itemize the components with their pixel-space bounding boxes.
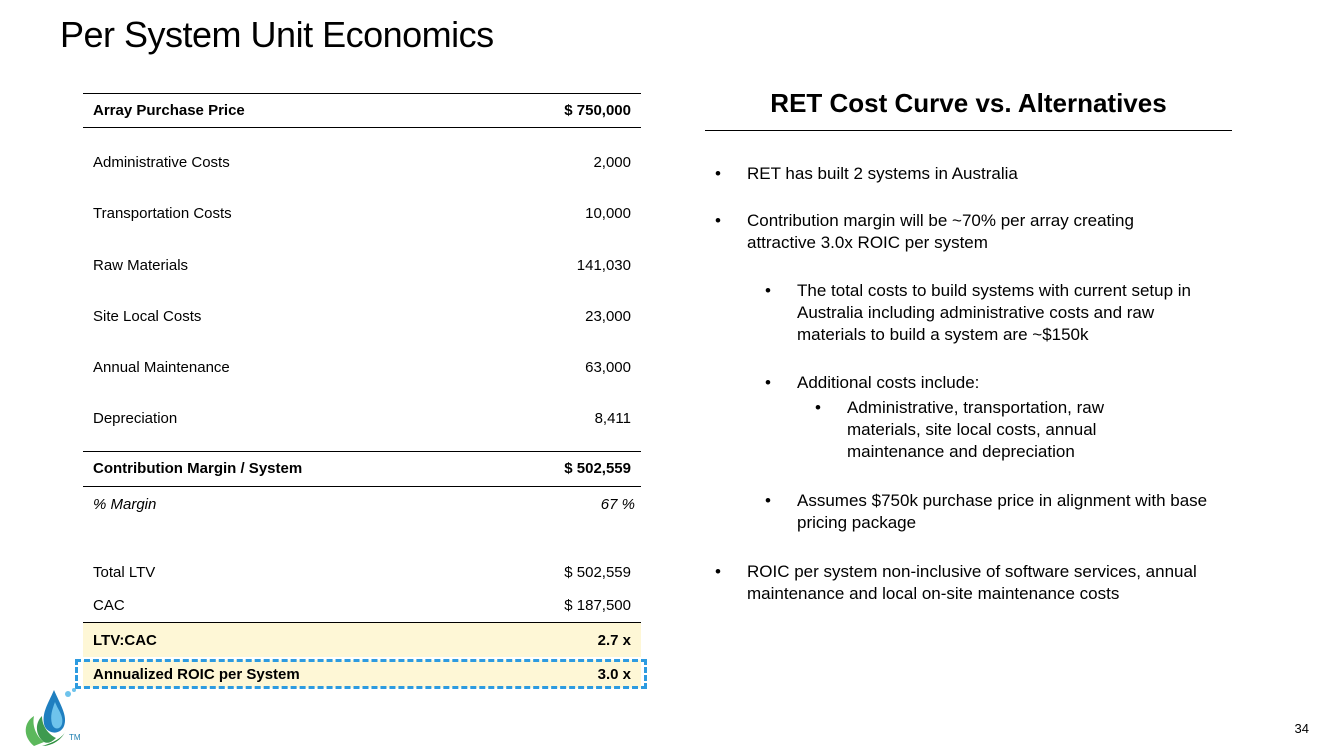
bullet-text: RET has built 2 systems in Australia	[747, 164, 1018, 183]
bullet-item	[715, 163, 1195, 185]
bullet-dot: •	[765, 491, 771, 510]
bullet-text: The total costs to build systems with current setup in Australia including administrative costs and raw materials to build a system are ~$150k	[797, 281, 1192, 344]
row-label: % Margin	[93, 495, 157, 513]
row-value: $ 750,000	[564, 102, 631, 119]
bullet-subitem	[765, 372, 1205, 394]
table-row-cost	[83, 201, 641, 225]
bullet-dot: •	[765, 373, 771, 392]
table-row-total-ltv	[83, 560, 641, 584]
row-value: 63,000	[585, 358, 631, 376]
row-value: 23,000	[585, 307, 631, 325]
bullet-subsubitem	[815, 397, 1160, 463]
row-label: Transportation Costs	[93, 204, 232, 222]
row-label: Raw Materials	[93, 256, 189, 274]
row-value: $ 502,559	[564, 563, 631, 581]
table-row-cost	[83, 355, 641, 379]
roic-highlight-box	[75, 659, 647, 689]
row-label: Site Local Costs	[93, 307, 202, 325]
row-label: Administrative Costs	[93, 153, 230, 171]
row-label: Depreciation	[93, 409, 178, 427]
row-value: 141,030	[576, 256, 631, 274]
row-value: $ 187,500	[564, 596, 631, 614]
row-value: 3.0 x	[597, 665, 631, 683]
bullet-subitem	[765, 280, 1205, 346]
panel-title-rule	[705, 130, 1232, 131]
table-row-cost	[83, 253, 641, 277]
row-label: Annual Maintenance	[93, 358, 230, 376]
bullet-text: Contribution margin will be ~70% per array creating attractive 3.0x ROIC per system	[747, 211, 1134, 252]
page-title: Per System Unit Economics	[60, 14, 494, 55]
bullet-dot: •	[765, 281, 771, 300]
row-label: CAC	[93, 596, 125, 614]
row-value: 2,000	[593, 153, 631, 171]
bullet-dot: •	[815, 398, 821, 417]
table-row-cost	[83, 406, 641, 430]
bullet-text: Administrative, transportation, raw materials, site local costs, annual maintenance and depreciation	[847, 398, 1104, 461]
table-row-ltv-cac	[83, 623, 641, 657]
bullet-dot: •	[715, 211, 721, 230]
table-row-cost	[83, 150, 641, 174]
table-row-cost	[83, 304, 641, 328]
bullet-subitem	[765, 490, 1225, 534]
bullet-item	[715, 561, 1200, 605]
bullet-text: ROIC per system non-inclusive of software services, annual maintenance and local on-site maintenance costs	[747, 562, 1197, 603]
bullet-text: Additional costs include:	[797, 373, 980, 392]
page-number: 34	[1294, 721, 1309, 736]
row-label: LTV:CAC	[93, 631, 157, 649]
row-label: Array Purchase Price	[93, 102, 245, 119]
row-value: 2.7 x	[597, 631, 631, 649]
trademark-mark: TM	[69, 733, 81, 742]
row-value: $ 502,559	[564, 460, 631, 477]
table-header-rule	[83, 127, 641, 128]
bullet-text: Assumes $750k purchase price in alignment with base pricing package	[797, 491, 1208, 532]
bullet-item	[715, 210, 1195, 254]
row-value: 8,411	[594, 409, 631, 427]
panel-title: RET Cost Curve vs. Alternatives	[770, 88, 1167, 118]
table-contribution-rule-bottom	[83, 486, 641, 487]
row-value: 67 %	[600, 495, 635, 513]
bullet-dot: •	[715, 562, 721, 581]
bullet-dot: •	[715, 164, 721, 183]
table-row-cac	[83, 593, 641, 617]
row-label: Contribution Margin / System	[93, 460, 303, 477]
row-value: 10,000	[585, 204, 631, 222]
table-row-purchase-price	[83, 94, 641, 127]
row-label: Annualized ROIC per System	[93, 665, 300, 683]
table-row-margin	[83, 492, 641, 516]
row-label: Total LTV	[93, 563, 156, 581]
table-row-contribution-margin	[83, 452, 641, 485]
